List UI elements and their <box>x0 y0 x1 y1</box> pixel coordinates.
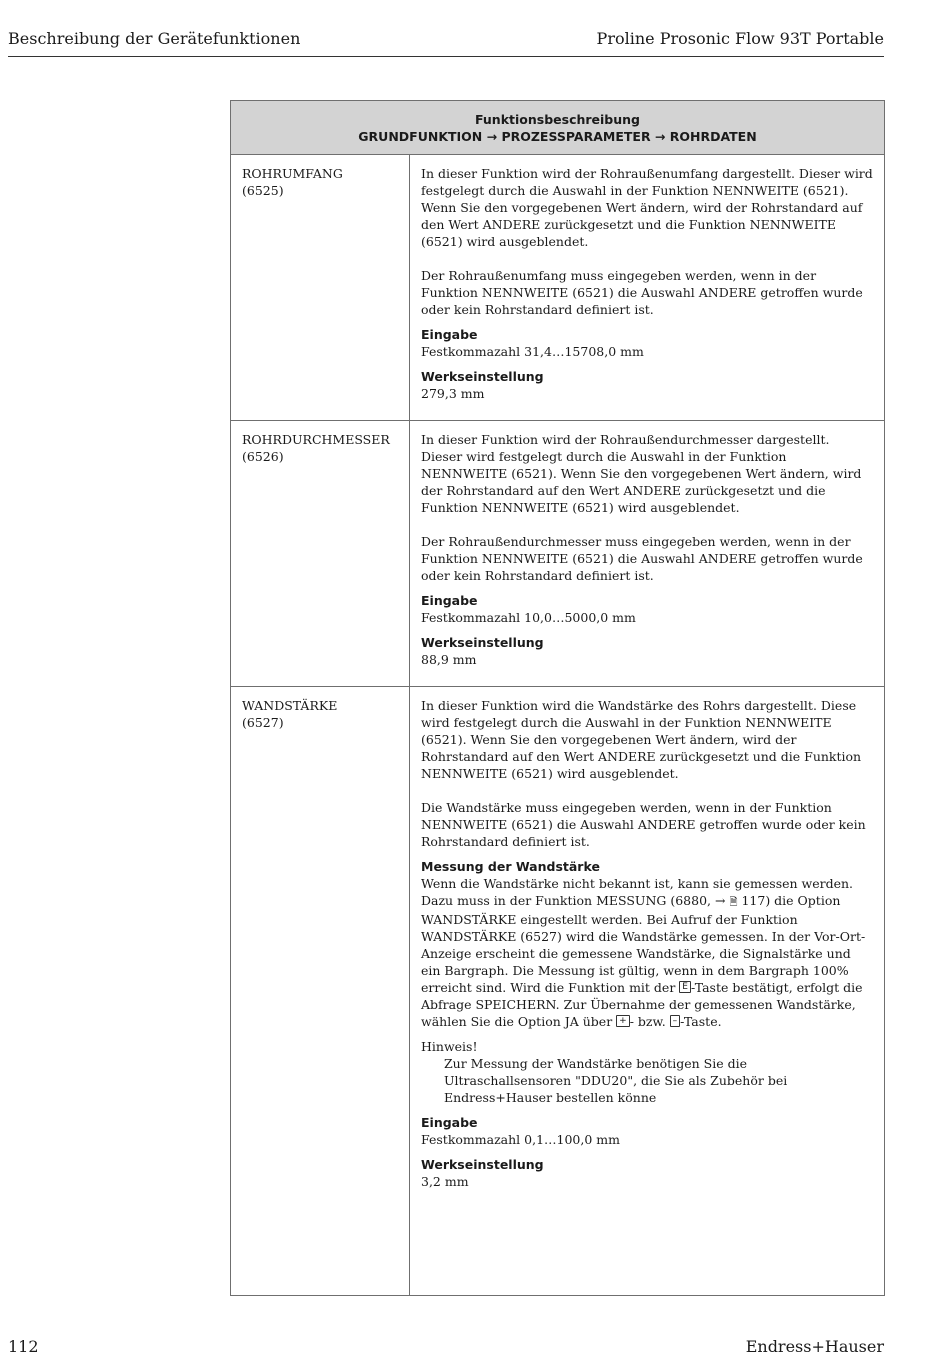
function-description-cell <box>410 421 885 687</box>
input-value: Festkommazahl 10,0…5000,0 mm <box>421 610 636 625</box>
footer-brand: Endress+Hauser <box>745 1337 884 1356</box>
description-paragraph: Der Rohraußenumfang muss eingegeben werden, wenn in der Funktion NENNWEITE (6521) die Auswahl ANDERE getroffen wurde oder kein Rohrstandard definiert ist. <box>421 268 863 317</box>
measurement-text: -Taste. <box>680 1014 722 1029</box>
function-description-table <box>230 100 885 1296</box>
plus-key-icon: + <box>616 1015 630 1027</box>
function-name: ROHRDURCHMESSER <box>242 432 390 447</box>
function-description-cell <box>410 155 885 421</box>
table-header <box>231 101 885 155</box>
note-text: Zur Messung der Wandstärke benötigen Sie die Ultraschallsensoren "DDU20", die Sie als Zubehör bei Endress+Hauser bestellen könne <box>444 1056 788 1105</box>
table-title: Funktionsbeschreibung <box>474 111 640 127</box>
page-reference-icon: 🗎 <box>729 897 738 908</box>
default-value: 88,9 mm <box>421 652 477 667</box>
table-header-row <box>231 101 885 155</box>
measurement-label: Messung der Wandstärke <box>421 859 600 874</box>
minus-key-icon: – <box>670 1015 681 1027</box>
default-value: 279,3 mm <box>421 386 485 401</box>
default-label: Werkseinstellung <box>421 635 544 650</box>
table-row <box>231 421 885 687</box>
input-label: Eingabe <box>421 327 478 342</box>
measurement-text: ) die Option WANDSTÄRKE eingestellt werden. Bei Aufruf der Funktion WANDSTÄRKE (6527) wird die Wandstärke gemessen. In der Vor-Ort-Anzeige erscheint die gemessene Wandstärke, die Signalstärke und ein Bargraph. Die Messung ist gültig, wenn in dem Bargraph 100% erreicht sind. Wird die Funktion mit der <box>421 893 866 995</box>
table-row <box>231 687 885 1296</box>
function-description-cell <box>410 687 885 1296</box>
note-label: Hinweis! <box>421 1039 478 1054</box>
table-menu-path: GRUNDFUNKTION → PROZESSPARAMETER → ROHRDATEN <box>358 128 757 144</box>
table-row <box>231 155 885 421</box>
default-value: 3,2 mm <box>421 1174 469 1189</box>
e-key-icon: E <box>679 981 691 993</box>
function-code: (6525) <box>242 183 284 198</box>
running-header-left: Beschreibung der Gerätefunktionen <box>8 29 301 48</box>
input-value: Festkommazahl 31,4…15708,0 mm <box>421 344 644 359</box>
measurement-text: - bzw. <box>629 1014 670 1029</box>
default-label: Werkseinstellung <box>421 369 544 384</box>
page-number: 112 <box>8 1337 39 1356</box>
function-name-cell <box>231 687 410 1296</box>
measurement-text: -Taste bestätigt, erfolgt die Abfrage SPEICHERN. Zur Übernahme der gemessenen Wandstärke, wählen Sie die Option JA über <box>421 980 863 1029</box>
header-divider <box>8 56 884 57</box>
running-header-right: Proline Prosonic Flow 93T Portable <box>596 29 884 48</box>
function-name-cell <box>231 155 410 421</box>
input-value: Festkommazahl 0,1…100,0 mm <box>421 1132 620 1147</box>
description-paragraph: Die Wandstärke muss eingegeben werden, wenn in der Funktion NENNWEITE (6521) die Auswahl ANDERE getroffen wurde oder kein Rohrstandard definiert ist. <box>421 800 866 849</box>
measurement-text: Wenn die Wandstärke nicht bekannt ist, kann sie gemessen werden. Dazu muss in der Funktion MESSUNG (6880, → <box>421 876 854 908</box>
default-label: Werkseinstellung <box>421 1157 544 1172</box>
function-name-cell <box>231 421 410 687</box>
function-code: (6526) <box>242 449 284 464</box>
input-label: Eingabe <box>421 593 478 608</box>
measurement-paragraph <box>421 875 873 1030</box>
function-name: WANDSTÄRKE <box>242 698 338 713</box>
description-paragraph: In dieser Funktion wird die Wandstärke des Rohrs dargestellt. Diese wird festgelegt durch die Auswahl in der Funktion NENNWEITE (6521). Wenn Sie den vorgegebenen Wert ändern, wird der Rohrstandard auf den Wert ANDERE zurückgesetzt und die Funktion NENNWEITE (6521) wird ausgeblendet. <box>421 698 862 781</box>
function-name: ROHRUMFANG <box>242 166 343 181</box>
function-code: (6527) <box>242 715 284 730</box>
page-reference: 117 <box>741 893 766 908</box>
description-paragraph: In dieser Funktion wird der Rohraußendurchmesser dargestellt. Dieser wird festgelegt durch die Auswahl in der Funktion NENNWEITE (6521). Wenn Sie den vorgegebenen Wert ändern, wird der Rohrstandard auf den Wert ANDERE zurückgesetzt und die Funktion NENNWEITE (6521) wird ausgeblendet. <box>421 432 862 515</box>
input-label: Eingabe <box>421 1115 478 1130</box>
description-paragraph: Der Rohraußendurchmesser muss eingegeben werden, wenn in der Funktion NENNWEITE (6521) die Auswahl ANDERE getroffen wurde oder kein Rohrstandard definiert ist. <box>421 534 863 583</box>
description-paragraph: In dieser Funktion wird der Rohraußenumfang dargestellt. Dieser wird festgelegt durch die Auswahl in der Funktion NENNWEITE (6521). Wenn Sie den vorgegebenen Wert ändern, wird der Rohrstandard auf den Wert ANDERE zurückgesetzt und die Funktion NENNWEITE (6521) wird ausgeblendet. <box>421 166 873 249</box>
